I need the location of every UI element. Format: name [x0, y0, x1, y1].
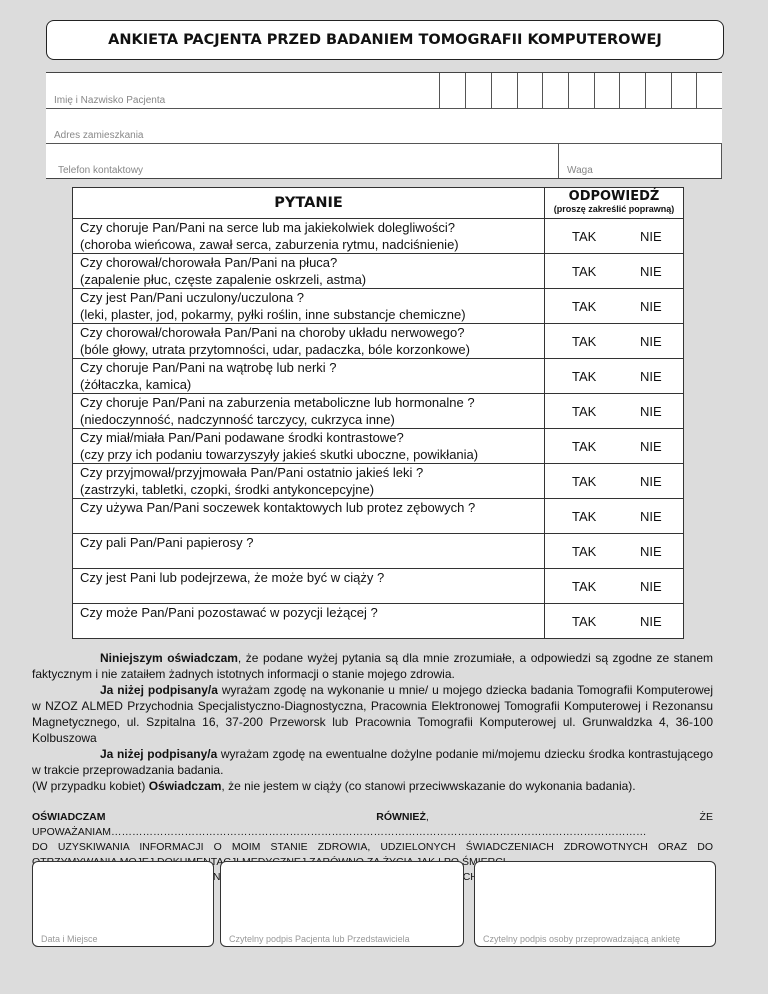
- authorization-line1: OŚWIADCZAM RÓWNIEŻ, ŻE UPOWAŻANIAM………………………………………………………………………………………………………………………………………: [32, 811, 713, 838]
- answer-cell: [545, 429, 684, 464]
- answer-yes[interactable]: TAK: [572, 578, 597, 594]
- answer-yes[interactable]: TAK: [572, 298, 597, 314]
- answer-yes[interactable]: TAK: [572, 508, 597, 524]
- question-cell: [73, 604, 545, 639]
- patient-signature-box[interactable]: [220, 861, 464, 947]
- answer-yes[interactable]: TAK: [572, 403, 597, 419]
- question-text: Czy chorował/chorowała Pan/Pani na płuca?: [80, 255, 338, 270]
- answer-yes[interactable]: TAK: [572, 438, 597, 454]
- declaration: [32, 650, 713, 794]
- question-row: [73, 359, 684, 394]
- weight-field[interactable]: [558, 143, 722, 178]
- question-header: PYTANIE: [73, 188, 545, 219]
- answer-no[interactable]: NIE: [640, 613, 662, 629]
- answer-header-hint: (proszę zakreślić poprawną): [553, 204, 675, 214]
- question-cell: [73, 254, 545, 289]
- question-cell: [73, 324, 545, 359]
- patient-signature-label: Czytelny podpis Pacjenta lub Przedstawiciela: [229, 934, 410, 944]
- question-cell: [73, 499, 545, 534]
- phone-field[interactable]: [46, 143, 722, 178]
- staff-signature-label: Czytelny podpis osoby przeprowadzającą ankietę: [483, 934, 681, 944]
- answer-yes[interactable]: TAK: [572, 228, 597, 244]
- answer-no[interactable]: NIE: [640, 333, 662, 349]
- authorization-line2: DO UZYSKIWANIA INFORMACJI O MOIM STANIE ZDROWIA, UDZIELONYCH ŚWIADCZENIACH ZDROWOTNYCH ORAZ DO: [32, 841, 713, 853]
- answer-cell: [545, 569, 684, 604]
- question-detail: (czy przy ich podaniu towarzyszyły jakieś skutki uboczne, powikłania): [80, 447, 479, 462]
- answer-no[interactable]: NIE: [640, 228, 662, 244]
- patient-info-panel: [46, 72, 722, 179]
- address-label: Adres zamieszkania: [54, 130, 144, 141]
- answer-no[interactable]: NIE: [640, 508, 662, 524]
- question-row: [73, 254, 684, 289]
- answer-yes[interactable]: TAK: [572, 543, 597, 559]
- question-detail: (zastrzyki, tabletki, czopki, środki antykoncepcyjne): [80, 482, 375, 497]
- answer-yes[interactable]: TAK: [572, 473, 597, 489]
- question-row: [73, 289, 684, 324]
- phone-label: Telefon kontaktowy: [58, 165, 144, 176]
- answer-yes[interactable]: TAK: [572, 333, 597, 349]
- question-text: Czy może Pan/Pani pozostawać w pozycji leżącej ?: [80, 605, 378, 620]
- date-place-box[interactable]: [32, 861, 214, 947]
- question-text: Czy pali Pan/Pani papierosy ?: [80, 535, 254, 550]
- question-row: [73, 394, 684, 429]
- answer-no[interactable]: NIE: [640, 543, 662, 559]
- question-cell: [73, 429, 545, 464]
- answer-no[interactable]: NIE: [640, 403, 662, 419]
- form-title: ANKIETA PACJENTA PRZED BADANIEM TOMOGRAFII KOMPUTEROWEJ: [46, 20, 724, 60]
- name-field[interactable]: [46, 73, 722, 109]
- question-cell: [73, 359, 545, 394]
- question-cell: [73, 534, 545, 569]
- question-row: [73, 569, 684, 604]
- answer-cell: [545, 464, 684, 499]
- question-row: [73, 429, 684, 464]
- question-detail: (bóle głowy, utrata przytomności, udar, padaczka, bóle korzonkowe): [80, 342, 470, 357]
- question-cell: [73, 289, 545, 324]
- date-place-label: Data i Miejsce: [41, 934, 98, 944]
- questionnaire-table: [72, 187, 684, 639]
- answer-cell: [545, 324, 684, 359]
- question-text: Czy jest Pan/Pani uczulony/uczulona ?: [80, 290, 305, 305]
- question-cell: [73, 394, 545, 429]
- question-text: Czy miał/miała Pan/Pani podawane środki kontrastowe?: [80, 430, 404, 445]
- answer-yes[interactable]: TAK: [572, 613, 597, 629]
- answer-no[interactable]: NIE: [640, 298, 662, 314]
- declaration-p1: Niniejszym oświadczam, że podane wyżej pytania są dla mnie zrozumiałe, a odpowiedzi są zgodne ze stanem faktycznym i nie zataiłem żadnych istotnych informacji o stanie mojego zdrowia.: [32, 651, 713, 681]
- answer-header-title: ODPOWIEDŹ: [568, 189, 660, 204]
- question-cell: [73, 569, 545, 604]
- answer-header: [545, 188, 684, 219]
- answer-cell: [545, 359, 684, 394]
- answer-no[interactable]: NIE: [640, 263, 662, 279]
- question-row: [73, 604, 684, 639]
- answer-cell: [545, 499, 684, 534]
- answer-no[interactable]: NIE: [640, 368, 662, 384]
- question-text: Czy używa Pan/Pani soczewek kontaktowych lub protez zębowych ?: [80, 500, 476, 515]
- question-cell: [73, 219, 545, 254]
- answer-cell: [545, 254, 684, 289]
- pesel-boxes[interactable]: [439, 73, 722, 108]
- weight-label: Waga: [567, 165, 593, 176]
- question-detail: (żółtaczka, kamica): [80, 377, 192, 392]
- question-text: Czy choruje Pan/Pani na wątrobę lub nerki ?: [80, 360, 337, 375]
- question-text: Czy choruje Pan/Pani na serce lub ma jakiekolwiek dolegliwości?: [80, 220, 456, 235]
- question-row: [73, 464, 684, 499]
- answer-cell: [545, 604, 684, 639]
- declaration-p4: (W przypadku kobiet) Oświadczam, że nie jestem w ciąży (co stanowi przeciwwskazanie do wykonania badania).: [32, 779, 636, 793]
- answer-no[interactable]: NIE: [640, 578, 662, 594]
- question-cell: [73, 464, 545, 499]
- answer-yes[interactable]: TAK: [572, 263, 597, 279]
- name-label: Imię i Nazwisko Pacjenta: [54, 95, 166, 106]
- question-detail: (niedoczynność, nadczynność tarczycy, cukrzyca inne): [80, 412, 395, 427]
- question-text: Czy chorował/chorowała Pan/Pani na choroby układu nerwowego?: [80, 325, 465, 340]
- question-row: [73, 534, 684, 569]
- question-detail: (leki, plaster, jod, pokarmy, pyłki roślin, inne substancje chemiczne): [80, 307, 466, 322]
- question-detail: (choroba wieńcowa, zawał serca, zaburzenia rytmu, nadciśnienie): [80, 237, 459, 252]
- answer-cell: [545, 534, 684, 569]
- answer-cell: [545, 394, 684, 429]
- question-text: Czy jest Pani lub podejrzewa, że może być w ciąży ?: [80, 570, 385, 585]
- question-row: [73, 219, 684, 254]
- question-text: Czy choruje Pan/Pani na zaburzenia metaboliczne lub hormonalne ?: [80, 395, 475, 410]
- question-row: [73, 499, 684, 534]
- declaration-p2: Ja niżej podpisany/a wyrażam zgodę na wykonanie u mnie/ u mojego dziecka badania Tomografii Komputerowej w NZOZ ALMED Przychodnia Specjalistyczno-Diagnostyczna, Pracownia Elektronowej Tomografii Komputerowej i Rezonansu Magnetycznego, ul. Szpitalna 16, 37-200 Przeworsk lub Pracownia Tomografii Komputerowej ul. Grunwaldzka 4, 36-100 Kolbuszowa: [32, 683, 714, 745]
- question-row: [73, 324, 684, 359]
- address-field[interactable]: [46, 108, 722, 144]
- answer-no[interactable]: NIE: [640, 473, 662, 489]
- answer-cell: [545, 219, 684, 254]
- answer-cell: [545, 289, 684, 324]
- question-detail: (zapalenie płuc, częste zapalenie oskrzeli, astma): [80, 272, 367, 287]
- answer-no[interactable]: NIE: [640, 438, 662, 454]
- answer-yes[interactable]: TAK: [572, 368, 597, 384]
- question-text: Czy przyjmował/przyjmowała Pan/Pani ostatnio jakieś leki ?: [80, 465, 424, 480]
- declaration-p3: Ja niżej podpisany/a wyrażam zgodę na ewentualne dożylne podanie mi/mojemu dziecku środka kontrastującego w trakcie przeprowadzania badania.: [32, 747, 713, 777]
- staff-signature-box[interactable]: [474, 861, 716, 947]
